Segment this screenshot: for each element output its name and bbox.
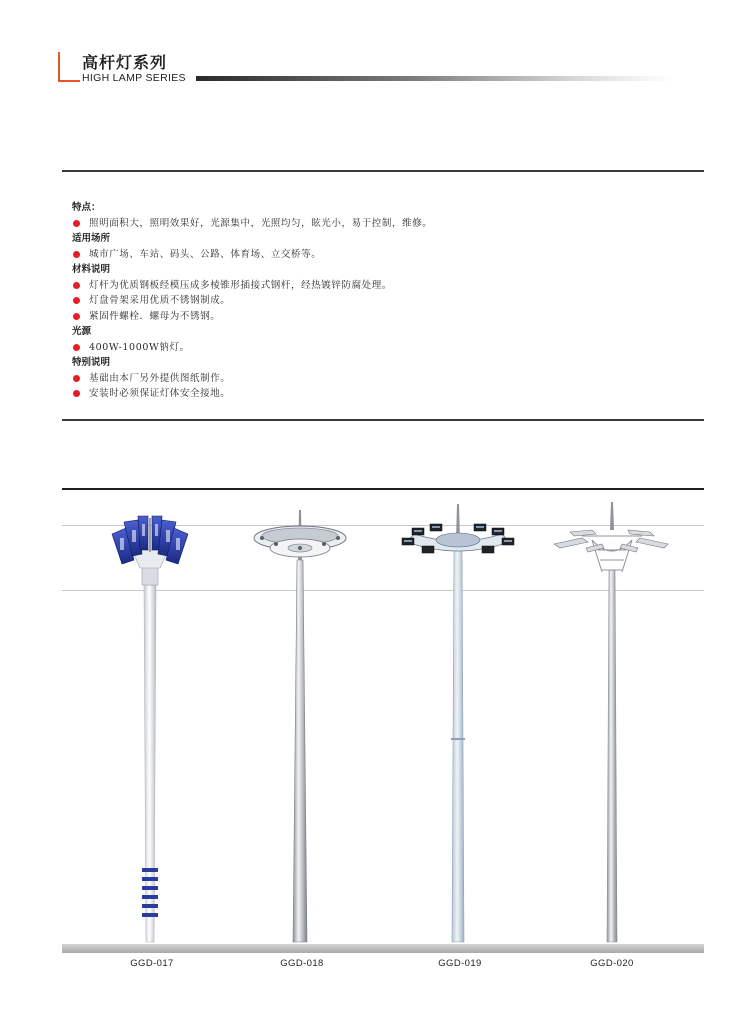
page-subtitle: HIGH LAMP SERIES [82,72,186,84]
lamp-poles-svg [62,490,704,950]
section-heading: 光源 [72,326,92,337]
page-title: 高杆灯系列 [82,53,168,72]
lamp-ggd-018 [254,510,346,942]
bullet-dot-icon [73,251,80,258]
model-label: GGD-019 [438,958,482,969]
section-special-notes [72,355,692,402]
middle-divider [62,419,704,421]
header-bracket [58,52,80,82]
bullet-item: 400W-1000W钠灯。 [72,340,692,356]
bullet-item: 基础由本厂另外提供图纸制作。 [72,371,692,387]
header-gradient-bar [196,76,671,81]
bullet-item: 城市广场、车站、码头、公路、体育场、立交桥等。 [72,247,692,263]
bullet-dot-icon [73,390,80,397]
model-label: GGD-020 [590,958,634,969]
section-applications [72,231,692,262]
bullet-dot-icon [73,375,80,382]
section-heading: 材料说明 [72,264,111,275]
section-materials [72,262,692,324]
bullet-item: 照明面积大，照明效果好，光源集中，光照均匀，眩光小，易于控制，维修。 [72,216,692,232]
bullet-item: 安装时必须保证灯体安全接地。 [72,386,692,402]
products-illustration [62,490,704,950]
section-heading: 适用场所 [72,233,111,244]
lamp-ggd-017 [112,516,188,942]
bullet-dot-icon [73,297,80,304]
section-heading: 特别说明 [72,357,111,368]
model-label: GGD-018 [280,958,324,969]
bullet-dot-icon [73,282,80,289]
lamp-ggd-020 [554,502,668,942]
section-features [72,200,692,231]
bullet-item: 紧固件螺栓．螺母为不锈钢。 [72,309,692,325]
features-block [72,200,692,402]
bullet-dot-icon [73,344,80,351]
ground-base [62,944,704,953]
bullet-dot-icon [73,220,80,227]
top-divider [62,170,704,172]
bullet-dot-icon [73,313,80,320]
bullet-item: 灯盘骨架采用优质不锈钢制成。 [72,293,692,309]
section-light-source [72,324,692,355]
bullet-item: 灯杆为优质钢板经模压成多棱锥形插接式钢杆，经热镀锌防腐处理。 [72,278,692,294]
section-heading: 特点： [72,202,101,213]
lamp-ggd-019 [402,504,514,942]
model-label: GGD-017 [130,958,174,969]
